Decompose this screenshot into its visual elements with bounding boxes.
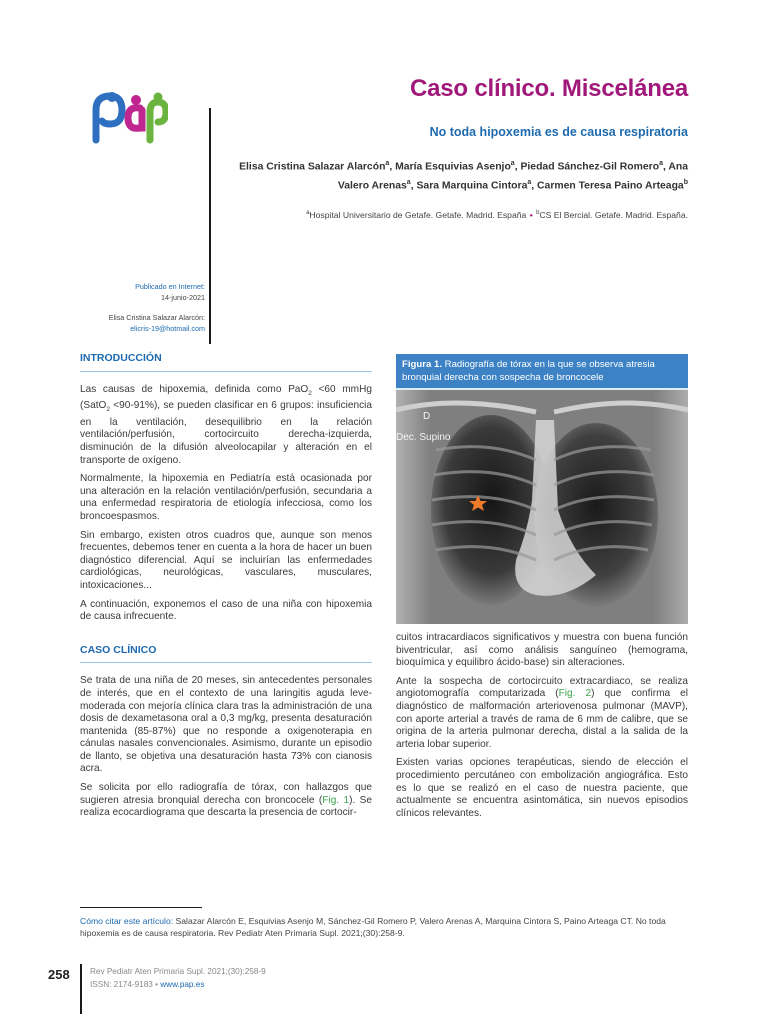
author-name: Ana Valero Arenas: [337, 161, 688, 192]
right-paragraph-1: cuitos intracardiacos significativos y muestra con buena función biventricular, así como análisis sanguíneo (hemograma, bioquímica y equilibro ácido-base) sin alteraciones.: [396, 632, 688, 669]
figure-label: Figura 1.: [402, 359, 442, 370]
affiliation-b: CS El Bercial. Getafe. Madrid. España.: [539, 209, 688, 220]
journal-reference: Rev Pediatr Aten Primaria Supl. 2021;(30):258-9: [90, 967, 266, 976]
left-column: [80, 352, 372, 826]
footer-divider: [80, 964, 82, 1014]
contact-name: Elisa Cristina Salazar Alarcón:: [108, 313, 205, 322]
published-label: Publicado en Internet:: [135, 282, 205, 291]
pap-logo-icon: [92, 88, 168, 144]
right-paragraph-3: Existen varias opciones terapéuticas, siendo de elección el procedimiento percutáneo con embolización angiográfica. Esto es lo que se realizó en el caso de nuestra paciente, que actualmente se encuentra asintomática, sin nuevos episodios clínicos relevantes.: [396, 757, 688, 819]
right-column: [396, 632, 688, 826]
intro-paragraph-4: A continuación, exponemos el caso de una niña con hipoxemia de causa infrecuente.: [80, 598, 372, 623]
case-paragraph-1: Se trata de una niña de 20 meses, sin antecedentes personales de interés, que en el contexto de una laringitis aguda leve-moderada con mejoría clínica clara tras la administración de una dosis de dexametasona oral a 0,3 mg/kg, presenta desaturación mantenida (85-87%) que no responde a oxigenoterapia en cánulas nasales convencionales. Asimismo, durante un episodio de llanto, se objetiva una desaturación hasta 73% con cianosis acra.: [80, 675, 372, 775]
xray-illustration: [396, 390, 688, 624]
author-name: Piedad Sánchez-Gil Romero: [520, 161, 660, 173]
xray-orientation-label: D: [423, 411, 431, 422]
author-list: Elisa Cristina Salazar Alarcón$^a$, María Esquivias Asenjo$^a$, Piedad Sánchez-Gil Romero$^a$, Ana Valero Arenas$^a$, Sara Marquina Cintora$^a$, Carmen Teresa Paino Arteaga$^b$: [239, 160, 688, 192]
page-number: 258: [48, 967, 70, 982]
figure-2-link[interactable]: Fig. 2: [558, 688, 592, 700]
citation-divider: [80, 907, 202, 908]
publication-info: [80, 281, 205, 334]
affiliation-separator: •: [529, 209, 533, 220]
footer-info: Rev Pediatr Aten Primaria Supl. 2021;(30):258-9 ISSN: 2174-9183 • www.pap.es: [90, 967, 266, 989]
intro-paragraph-3: Sin embargo, existen otros cuadros que, aunque son menos frecuentes, debemos tener en cuenta a la hora de hacer un buen diagnóstico diferencial. Aquí se incluirían las enfermedades cardiológicas, neurológicas, vasculares, musculares, intoxicaciones...: [80, 529, 372, 591]
page-footer: [48, 964, 348, 994]
contact-email-link[interactable]: elicris-19@hotmail.com: [130, 324, 205, 333]
figure-1: [396, 354, 688, 624]
citation: [80, 915, 688, 939]
published-date: 14-junio-2021: [161, 293, 205, 302]
chest-xray-image: [396, 390, 688, 624]
case-heading: CASO CLÍNICO: [80, 644, 372, 664]
xray-position-label: Dec. Supino: [396, 432, 451, 443]
author-name: Elisa Cristina Salazar Alarcón: [239, 161, 386, 173]
citation-text: Salazar Alarcón E, Esquivias Asenjo M, Sánchez-Gil Romero P, Valero Arenas A, Marquina Cintora S, Paino Arteaga CT. No toda hipoxemia es de causa respiratoria. Rev Pediatr Aten Primaria Supl. 2021;(30):258-9.: [80, 916, 666, 938]
issn: ISSN: 2174-9183: [90, 979, 153, 989]
figure-caption: Figura 1. Radiografía de tórax en la que se observa atresia bronquial derecha con sospecha de broncocele: [396, 354, 688, 388]
section-title: Caso clínico. Miscelánea: [410, 75, 688, 102]
affiliations: $^a$Hospital Universitario de Getafe. Getafe. Madrid. España • $^b$CS El Bercial. Getafe. Madrid. España.: [306, 209, 688, 220]
figure-1-link[interactable]: Fig. 1: [322, 794, 350, 806]
right-paragraph-2: Ante la sospecha de cortocircuito extracardiaco, se realiza angiotomografía computarizada (Fig. 2) que confirma el diagnóstico de malformación arteriovenosa pulmonar (MAVP), con aporte arterial a través de rama de 6 mm de calibre, que se origina de la arteria pulmonar derecha, distal a la salida de la arteria lobar superior.: [396, 675, 688, 750]
journal-logo: [92, 88, 168, 144]
citation-label: Cómo citar este artículo:: [80, 916, 174, 926]
article-header: [220, 74, 688, 221]
author-name: María Esquivias Asenjo: [395, 161, 511, 173]
intro-paragraph-2: Normalmente, la hipoxemia en Pediatría está ocasionada por una alteración en la relación ventilación/perfusión, secundaria a una enfermedad respiratoria de etiología infecciosa, como los broncoespasmos.: [80, 473, 372, 522]
author-name: Sara Marquina Cintora: [416, 180, 528, 192]
header-divider: [209, 108, 211, 344]
intro-paragraph-1: Las causas de hipoxemia, definida como PaO$_2$ <60 mmHg (SatO$_2$ <90-91%), se pueden clasificar en 6 grupos: insuficiencia en la ventilación, desequilibrio en la relación ventilación/perfusión, cortocircuito derecha-izquierda, disminución de la difusión alveolocapilar y alteración en el transporte de oxígeno.: [80, 383, 372, 466]
journal-url-link[interactable]: www.pap.es: [160, 979, 205, 989]
case-paragraph-2: Se solicita por ello radiografía de tórax, con hallazgos que sugieren atresia bronquial derecha con broncocele (Fig. 1). Se realiza ecocardiograma que descarta la presencia de cortocir-: [80, 782, 372, 819]
article-title: No toda hipoxemia es de causa respiratoria: [429, 125, 688, 139]
author-name: Carmen Teresa Paino Arteaga: [537, 180, 684, 192]
affiliation-a: Hospital Universitario de Getafe. Getafe. Madrid. España: [309, 209, 527, 220]
intro-heading: INTRODUCCIÓN: [80, 352, 372, 372]
